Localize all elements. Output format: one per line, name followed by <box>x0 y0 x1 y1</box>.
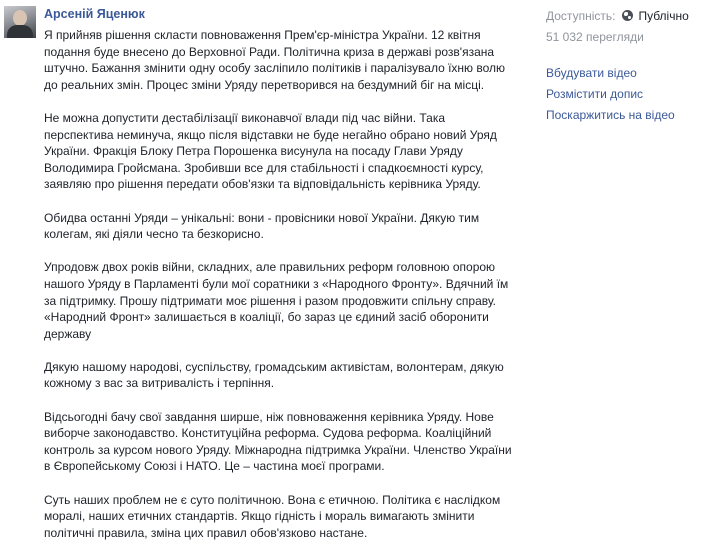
share-post-link[interactable]: Розмістити допис <box>546 87 644 101</box>
post-paragraph: Я прийняв рішення скласти повноваження Прем'єр-міністра України. 12 квітня подання буде внесено до Верховної Ради. Політична криза в державі розв'язана штучно. Бажання змінити одну особу засліпило політиків і паралізувало їхню волю до реальних змін. Процес зміни Уряду перетворився на бездумний біг на місці. <box>44 28 506 92</box>
views-count: 51 032 перегляди <box>546 29 644 44</box>
post-paragraph: Обидва останні Уряди – унікальні: вони - провісники нової України. Дякую тим колегам, які діяли чесно та безкорисно. <box>44 210 480 242</box>
post-paragraph: Дякую нашому народові, суспільству, громадським активістам, волонтерам, дякую кожному з вас за витривалість і терпіння. <box>44 359 504 391</box>
author-name-link[interactable]: Арсеній Яценюк <box>44 7 145 21</box>
post-paragraph: Упродовж двох років війни, складних, але правильних реформ головною опорою нашого Уряду в Парламенті були мої соратники з «Народного Фронту». Вдячний їм за підтримку. Прошу підтримати моє рішення і разом продовжити спільну справу. «Народний Фронт» залишається в коаліції, бо зараз це єдиний засіб оборонити державу <box>44 260 509 341</box>
avatar-head <box>13 10 27 26</box>
post-paragraph: Суть наших проблем не є суто політичною. Вона є етичною. Політика є наслідком моралі, наших етичних стандартів. Якщо гідність і мораль вимагають змінити політичні правила, зміна цих правил обов'язково настане. <box>44 492 501 540</box>
availability-value: Публічно <box>638 8 689 23</box>
post-text <box>44 27 512 558</box>
video-meta <box>546 5 689 47</box>
availability-row <box>546 5 689 26</box>
avatar-body <box>7 25 33 38</box>
report-video-link[interactable]: Поскаржитись на відео <box>546 108 675 122</box>
video-actions <box>546 63 675 126</box>
globe-icon <box>622 10 633 21</box>
embed-video-link[interactable]: Вбудувати відео <box>546 66 637 80</box>
post-paragraph: Відсьогодні бачу свої завдання ширше, ніж повноваження керівника Уряду. Нове виборче законодавство. Конституційна реформа. Судова реформа. Коаліційний контроль за курсом нового Уряду. Міжнародна підтримка України. Членство України в Європейському Союзі і НАТО. Це – частина моєї програми. <box>44 409 512 474</box>
post-paragraph: Не можна допустити дестабілізації виконавчої влади під час війни. Така перспектива неминуча, якщо після відставки не буде негайно обрано новий Уряд України. Фракція Блоку Петра Порошенка висунула на посаду Глави Уряду Володимира Гройсмана. Зробивши все для стабільності і спадкоємності курсу, заявляю про рішення передати обов'язки та відповідальність керівника Уряду. <box>44 110 497 192</box>
avatar[interactable] <box>4 6 36 38</box>
availability-label: Доступність: <box>546 8 616 23</box>
